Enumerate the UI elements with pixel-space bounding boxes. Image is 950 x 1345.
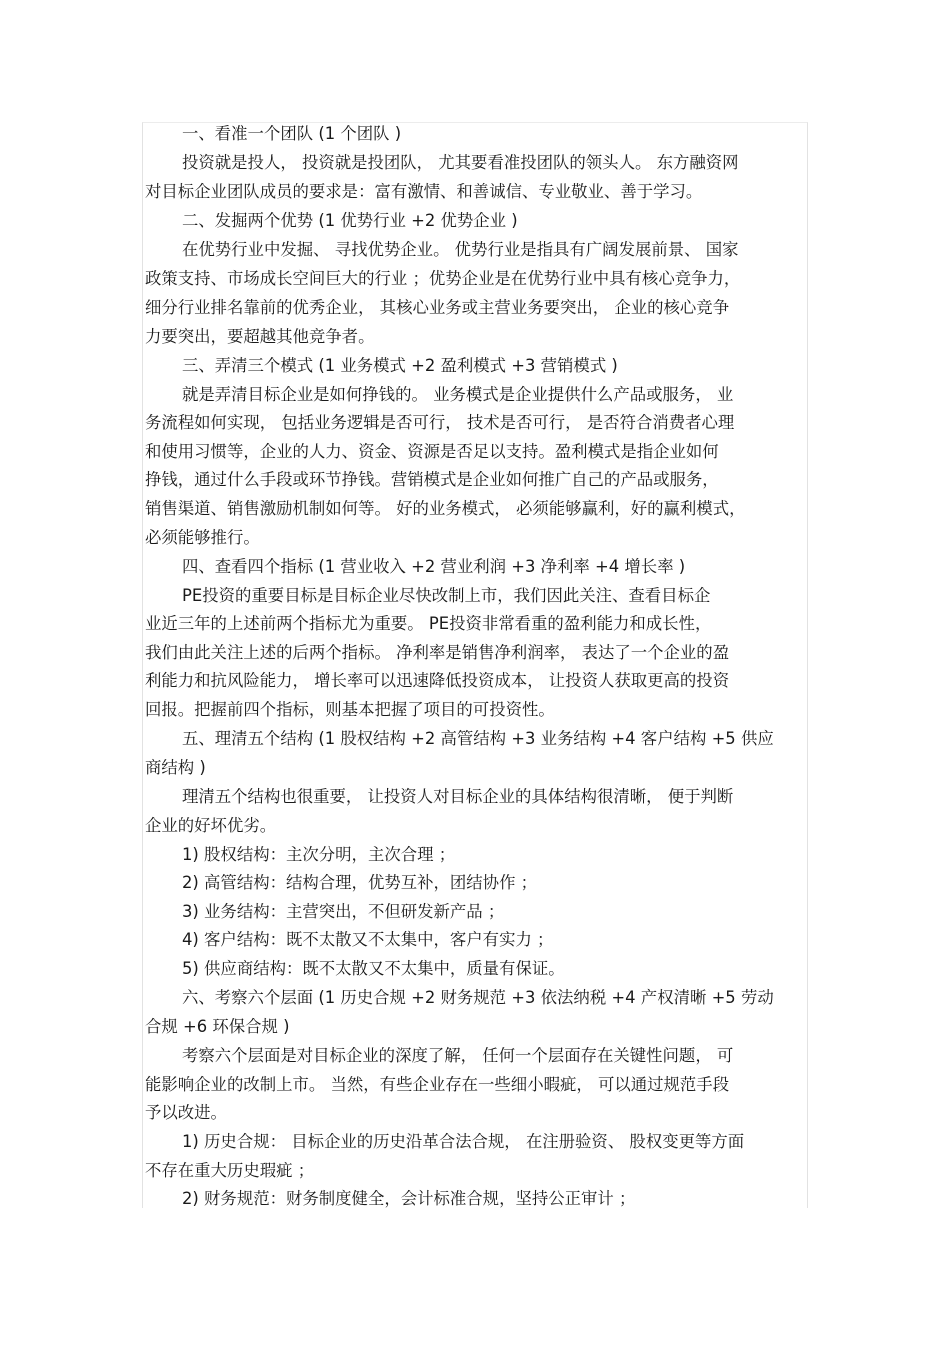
- paragraph-line: PE投资的重要目标是目标企业尽快改制上市，我们因此关注、查看目标企: [182, 586, 711, 605]
- paragraph-line: 必须能够推行。: [145, 528, 260, 547]
- paragraph-line: 政策支持、市场成长空间巨大的行业 ；优势企业是在优势行业中具有核心竞争力，: [145, 269, 741, 288]
- heading-6-cont: 合规 +6 环保合规 ): [145, 1017, 290, 1036]
- list-item: 4) 客户结构：既不太散又不太集中，客户有实力 ；: [182, 930, 554, 949]
- paragraph-line: 挣钱，通过什么手段或环节挣钱。营销模式是企业如何推广自己的产品或服务，: [145, 470, 719, 489]
- paragraph-line: 销售渠道、销售激励机制如何等。 好的业务模式， 必须能够赢利，好的赢利模式，: [145, 499, 746, 518]
- heading-5-cont: 商结构 ): [145, 758, 206, 777]
- paragraph-line: 予以改进。: [145, 1103, 227, 1122]
- heading-2: 二、发掘两个优势 (1 优势行业 +2 优势企业 ): [182, 211, 518, 230]
- paragraph-line: 我们由此关注上述的后两个指标。 净利率是销售净利润率， 表达了一个企业的盈: [145, 643, 730, 662]
- list-item-cont: 不存在重大历史瑕疵 ；: [145, 1161, 315, 1180]
- paragraph-line: 业近三年的上述前两个指标尤为重要。 PE投资非常看重的盈利能力和成长性，: [145, 614, 712, 633]
- heading-4: 四、查看四个指标 (1 营业收入 +2 营业利润 +3 净利率 +4 增长率 ): [182, 557, 686, 576]
- list-item: 2) 财务规范：财务制度健全，会计标准合规，坚持公正审计 ；: [182, 1189, 636, 1208]
- list-item: 2) 高管结构：结构合理，优势互补，团结协作 ；: [182, 873, 538, 892]
- paragraph-line: 和使用习惯等，企业的人力、资金、资源是否足以支持。盈利模式是指企业如何: [145, 442, 719, 461]
- paragraph-line: 就是弄清目标企业是如何挣钱的。 业务模式是企业提供什么产品或服务， 业: [182, 385, 734, 404]
- paragraph-line: 利能力和抗风险能力， 增长率可以迅速降低投资成本， 让投资人获取更高的投资: [145, 671, 730, 690]
- paragraph-line: 在优势行业中发掘、 寻找优势企业。 优势行业是指具有广阔发展前景、 国家: [182, 240, 739, 259]
- heading-6: 六、考察六个层面 (1 历史合规 +2 财务规范 +3 依法纳税 +4 产权清晰 +5 劳动: [182, 988, 774, 1007]
- list-item: 3) 业务结构：主营突出，不但研发新产品 ；: [182, 902, 505, 921]
- paragraph-line: 力要突出，要超越其他竞争者。: [145, 327, 375, 346]
- heading-5: 五、理清五个结构 (1 股权结构 +2 高管结构 +3 业务结构 +4 客户结构 +5 供应: [182, 729, 774, 748]
- heading-3: 三、弄清三个模式 (1 业务模式 +2 盈利模式 +3 营销模式 ): [182, 356, 618, 375]
- list-item: 5) 供应商结构：既不太散又不太集中，质量有保证。: [182, 959, 565, 978]
- list-item: 1) 历史合规： 目标企业的历史沿革合法合规， 在注册验资、 股权变更等方面: [182, 1132, 745, 1151]
- paragraph-line: 细分行业排名靠前的优秀企业， 其核心业务或主营业务要突出， 企业的核心竞争: [145, 298, 730, 317]
- paragraph-line: 能影响企业的改制上市。 当然，有些企业存在一些细小暇疵， 可以通过规范手段: [145, 1075, 730, 1094]
- list-item: 1) 股权结构：主次分明，主次合理 ；: [182, 845, 456, 864]
- paragraph-line: 投资就是投人， 投资就是投团队， 尤其要看准投团队的领头人。 东方融资网: [182, 153, 739, 172]
- paragraph-line: 对目标企业团队成员的要求是：富有激情、和善诚信、专业敬业、善于学习。: [145, 182, 703, 201]
- heading-1: 一、看准一个团队 (1 个团队 ): [182, 124, 402, 143]
- paragraph-line: 企业的好坏优劣。: [145, 816, 277, 835]
- paragraph-line: 回报。把握前四个指标，则基本把握了项目的可投资性。: [145, 700, 555, 719]
- paragraph-line: 务流程如何实现， 包括业务逻辑是否可行， 技术是否可行， 是否符合消费者心理: [145, 413, 735, 432]
- paragraph-line: 理清五个结构也很重要， 让投资人对目标企业的具体结构很清晰， 便于判断: [182, 787, 734, 806]
- paragraph-line: 考察六个层面是对目标企业的深度了解， 任何一个层面存在关键性问题， 可: [182, 1046, 734, 1065]
